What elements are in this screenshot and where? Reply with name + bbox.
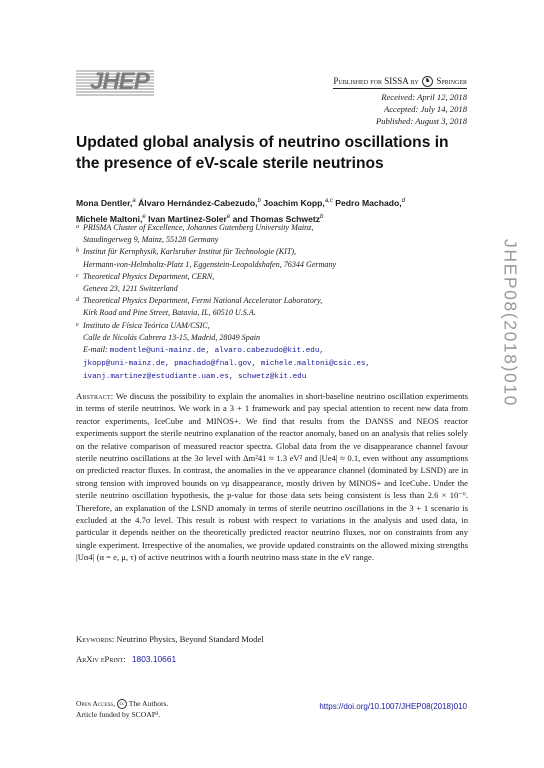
email-line[interactable]: ivanj.martinez@estudiante.uam.es, schwetz@kit.edu bbox=[83, 373, 307, 382]
affiliation: e Instituto de Física Teórica UAM/CSIC, Calle de Nicolás Cabrera 13-15, Madrid, 28049 Spain bbox=[76, 320, 261, 342]
keywords bbox=[76, 634, 264, 644]
author: Mona Dentler,$^a$ bbox=[76, 197, 136, 208]
funding-text: Article funded by SCOAP³. bbox=[76, 710, 161, 720]
affiliation: a PRISMA Cluster of Excellence, Johannes Gutenberg University Mainz, Staudingerweg 9, Mainz, 55128 Germany bbox=[76, 223, 314, 245]
published-date: Published: August 3, 2018 bbox=[375, 116, 467, 127]
abstract-label: Abstract: bbox=[76, 391, 114, 401]
publisher-name: Springer bbox=[436, 76, 467, 86]
jhep-logo bbox=[76, 70, 156, 96]
open-access-text: Open Access, bbox=[76, 699, 116, 708]
email-line[interactable]: modentle@uni-mainz.de, alvaro.cabezudo@kit.edu, bbox=[109, 347, 324, 356]
logo-text: JHEP bbox=[90, 68, 149, 95]
author: Michele Maltoni,$^e$ bbox=[76, 213, 146, 224]
published-for-text: Published for SISSA by bbox=[333, 76, 419, 86]
author: Joachim Kopp,$^{a,c}$ bbox=[263, 197, 333, 208]
keywords-label: Keywords: bbox=[76, 634, 115, 644]
journal-id-sidebar bbox=[499, 198, 521, 448]
accepted-date: Accepted: July 14, 2018 bbox=[383, 104, 467, 115]
abstract-text: We discuss the possibility to explain the anomalies in short-baseline neutrino oscillation experiments in terms of sterile neutrinos. We work in a 3 + 1 framework and pay special attention to recent new data from reactor experiments, IceCube and MINOS+. We find that results from the DANSS and NEOS reactor experiments support the sterile neutrino explanation of the reactor anomaly, based on an analysis that relies solely on the relative comparison of measured reactor spectra. Global data from the νe disappearance channel favour sterile neutrino oscillations at the 3σ level with Δm²41 ≈ 1.3 eV² and |Ue4| ≈ 0.1, even without any assumptions on predicted reactor fluxes. In contrast, the anomalies in the νe appearance channel (dominated by LSND) are in strong tension with improved bounds on νμ disappearance, mostly driven by MINOS+ and IceCube. Under the sterile neutrino oscillation hypothesis, the p-value for those data sets being consistent is less than 2.6 × 10⁻⁶. Therefore, an explanation of the LSND anomaly in terms of sterile neutrino oscillations in the 3 + 1 scenario is excluded at the 4.7σ level. This result is robust with respect to variations in the analysis and used data, in particular it depends neither on the theoretically predicted reactor neutrino fluxes, nor on constraints from any single experiment. Irrespective of the anomalies, we provide updated constraints on the allowed mixing strengths |Uα4| (α = e, μ, τ) of active neutrinos with a fourth neutrino mass state in the eV range. bbox=[76, 391, 469, 563]
arxiv-label: ArXiv ePrint: bbox=[76, 654, 126, 664]
author: Álvaro Hernández-Cabezudo,$^b$ bbox=[138, 197, 261, 208]
received-date: Received: April 12, 2018 bbox=[381, 92, 467, 103]
author: Ivan Martinez-Soler$^e$ bbox=[148, 213, 231, 224]
publication-info bbox=[333, 75, 467, 127]
author: and Thomas Schwetz$^b$ bbox=[232, 213, 324, 224]
author-list bbox=[76, 194, 476, 226]
cc-license-icon: cc bbox=[117, 699, 127, 709]
affiliation: c Theoretical Physics Department, CERN, Geneva 23, 1211 Switzerland bbox=[76, 271, 215, 294]
arxiv-link[interactable]: 1803.10661 bbox=[131, 654, 177, 664]
authors-copyright: The Authors. bbox=[128, 699, 169, 708]
paper-title: Updated global analysis of neutrino oscillations in the presence of eV-scale sterile neutrinos bbox=[76, 134, 449, 172]
keywords-text: Neutrino Physics, Beyond Standard Model bbox=[116, 634, 264, 644]
affiliation: b Institut für Kernphysik, Karlsruher Institut für Technologie (KIT), Hermann-von-Helmholtz-Platz 1, Eggenstein-Leopoldshafen, 76344 Germany bbox=[76, 247, 337, 269]
author: Pedro Machado,$^d$ bbox=[335, 197, 405, 208]
arxiv-eprint bbox=[76, 654, 176, 664]
affiliation: d Theoretical Physics Department, Fermi National Accelerator Laboratory, Kirk Road and Pine Street, Batavia, IL, 60510 U.S.A. bbox=[76, 296, 323, 318]
publisher-line bbox=[333, 75, 467, 89]
affiliation-list bbox=[76, 222, 476, 384]
license-footer bbox=[76, 698, 168, 720]
email-label: E-mail: bbox=[83, 345, 108, 355]
email-block bbox=[76, 344, 476, 384]
springer-icon: ♞ bbox=[422, 76, 433, 87]
doi-link[interactable]: https://doi.org/10.1007/JHEP08(2018)010 bbox=[319, 702, 467, 711]
journal-id-text: JHEP08(2018)010 bbox=[500, 239, 521, 407]
email-line[interactable]: jkopp@uni-mainz.de, pmachado@fnal.gov, michele.maltoni@csic.es, bbox=[83, 360, 371, 369]
abstract bbox=[76, 390, 468, 564]
